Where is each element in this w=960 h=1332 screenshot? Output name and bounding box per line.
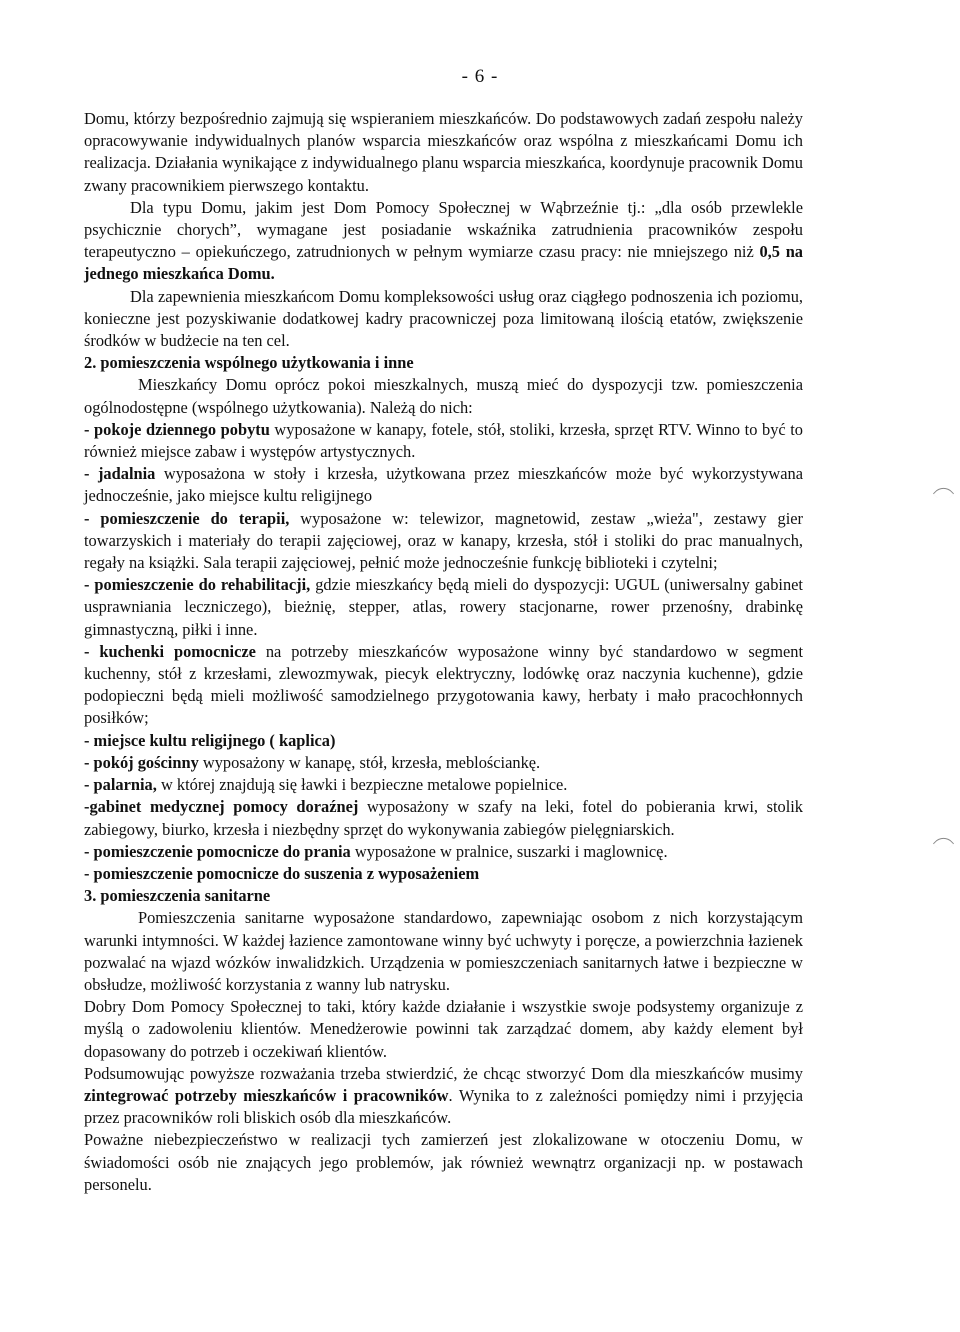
bold-text: - pomieszczenie do rehabilitacji, bbox=[84, 575, 311, 595]
bold-text: - kuchenki pomocnicze bbox=[84, 641, 256, 661]
bold-text: - palarnia, bbox=[84, 775, 157, 795]
text: Mieszkańcy Domu oprócz pokoi mieszkalnych, muszą mieć do dyspozycji tzw. pomieszczenia ogólnodostępne (wspólnego użytkowania). Należą do nich: bbox=[84, 375, 803, 417]
paragraph bbox=[84, 774, 803, 796]
scan-mark bbox=[933, 833, 954, 854]
text: Dla typu Domu, jakim jest Dom Pomocy Społecznej w Wąbrzeźnie tj.: „dla osób przewlekle psychicznie chorych”, wymagane jest posiadanie wskaźnika zatrudnienia pracowników zespołu terapeutyczno – opiekuńczego, zatrudnionych w pełnym wymiarze czasu pracy: nie mniejszego niż bbox=[84, 197, 803, 262]
scan-mark bbox=[933, 483, 954, 504]
paragraph bbox=[84, 752, 803, 774]
bold-text: -gabinet medycznej pomocy doraźnej bbox=[84, 797, 359, 817]
paragraph bbox=[84, 796, 803, 840]
paragraph bbox=[84, 286, 803, 353]
bold-text: 2. pomieszczenia wspólnego użytkowania i inne bbox=[84, 353, 414, 373]
text: wyposażony w kanapę, stół, krzesła, meblościankę. bbox=[198, 752, 541, 772]
bold-text: - jadalnia bbox=[84, 464, 156, 484]
bold-text: - pokój gościnny bbox=[84, 752, 199, 772]
text: wyposażone w kanapy, fotele, stół, stoliki, krzesła, sprzęt RTV. Winno to być to również miejsce zabaw i występów artystycznych. bbox=[84, 419, 803, 462]
text: w której znajdują się ławki i bezpieczne metalowe popielnice. bbox=[156, 775, 568, 795]
text: wyposażone w: telewizor, magnetowid, zestaw „wieża", zestawy gier towarzyskich i materiały do terapii zajęciowej, oraz w kanapy, krzesła, stół i stoliki do prac manualnych, regały na książki. Sala terapii zajęciowej, pełnić może jednocześnie funkcję biblioteki i czytelni; bbox=[84, 508, 803, 573]
bold-text: - pokoje dziennego pobytu bbox=[84, 419, 270, 439]
text: Domu, którzy bezpośrednio zajmują się wspieraniem mieszkańców. Do podstawowych zadań zespołu należy opracowywanie indywidualnych planów wsparcia mieszkańców oraz wspólna z mieszkańcami Domu ich realizacja. Działania wynikające z indywidualnego planu wsparcia mieszkańca, koordynuje pracownik Domu zwany pracownikiem pierwszego kontaktu. bbox=[84, 109, 803, 195]
text: Podsumowując powyższe rozważania trzeba stwierdzić, że chcąc stworzyć Dom dla mieszkańców musimy bbox=[84, 1063, 803, 1083]
paragraph bbox=[84, 996, 803, 1063]
bold-text: 0,5 na jednego mieszkańca Domu. bbox=[84, 242, 804, 284]
paragraph bbox=[84, 374, 803, 418]
bold-text: - pomieszczenie pomocnicze do suszenia z wyposażeniem bbox=[84, 863, 480, 883]
paragraph bbox=[84, 463, 803, 507]
bold-text: zintegrować potrzeby mieszkańców i pracowników bbox=[84, 1085, 449, 1105]
paragraph bbox=[84, 841, 803, 863]
paragraph bbox=[84, 108, 803, 197]
paragraph bbox=[84, 885, 803, 907]
paragraph bbox=[84, 641, 803, 730]
paragraph bbox=[84, 1063, 803, 1130]
text: na potrzeby mieszkańców wyposażone winny być standardowo w segment kuchenny, stół z krzesłami, zlewozmywak, piecyk elektryczny, lodówkę oraz naczynia kuchenne), gdzie podopieczni będą mieli możliwość samodzielnego przygotowania kawy, herbaty i mało pracochłonnych posiłków; bbox=[84, 641, 803, 728]
text: Pomieszczenia sanitarne wyposażone standardowo, zapewniając osobom z nich korzystającym warunki intymności. W każdej łazience zamontowane winny być uchwyty i poręcze, a powierzchnia łazienek pozwalać na wjazd wózków inwalidzkich. Urządzenia w pomieszczeniach sanitarnych łatwe i bezpieczne w obsłudze, możliwość korzystania z wanny lub natrysku. bbox=[84, 908, 803, 994]
document-body bbox=[84, 108, 803, 1196]
text: Dobry Dom Pomocy Społecznej to taki, który każde działanie i wszystkie swoje podsystemy organizuje z myślą o zadowoleniu klientów. Menedżerowie powinni tak zarządzać domem, aby każdy element był dopasowany do potrzeb i oczekiwań klientów. bbox=[84, 997, 803, 1061]
bold-text: 3. pomieszczenia sanitarne bbox=[84, 886, 271, 906]
text: Poważne niebezpieczeństwo w realizacji tych zamierzeń jest zlokalizowane w otoczeniu Domu, w świadomości osób nie znających jego problemów, jak również wewnątrz organizacji np. w postawach personelu. bbox=[84, 1130, 803, 1194]
bold-text: - pomieszczenie pomocnicze do prania bbox=[84, 841, 351, 861]
bold-text: - pomieszczenie do terapii, bbox=[84, 508, 290, 528]
text: wyposażony w szafy na leki, fotel do pobierania krwi, stolik zabiegowy, biurko, krzesła i niezbędny sprzęt do wykonywania zabiegów pielęgniarskich. bbox=[84, 797, 803, 839]
text: wyposażona w stoły i krzesła, użytkowana przez mieszkańców może być wykorzystywana jednocześnie, jako miejsce kultu religijnego bbox=[84, 464, 803, 506]
text: . Wynika to z zależności pomiędzy nimi i przyjęcia przez pracowników roli bliskich osób dla mieszkańców. bbox=[84, 1085, 803, 1128]
paragraph bbox=[84, 1129, 803, 1196]
text: wyposażone w pralnice, suszarki i maglownicę. bbox=[350, 841, 668, 861]
paragraph bbox=[84, 508, 803, 575]
paragraph bbox=[84, 197, 803, 286]
page-number: - 6 - bbox=[461, 66, 499, 87]
text: gdzie mieszkańcy będą mieli do dyspozycji: UGUL (uniwersalny gabinet usprawniania leczniczego), bieżnię, stepper, atlas, rowery stacjonarne, rower przenośny, drabinkę gimnastyczną, piłki i inne. bbox=[84, 575, 803, 639]
paragraph bbox=[84, 574, 803, 641]
bold-text: - miejsce kultu religijnego ( kaplica) bbox=[84, 730, 336, 750]
paragraph bbox=[84, 419, 803, 463]
text: Dla zapewnienia mieszkańcom Domu kompleksowości usług oraz ciągłego podnoszenia ich poziomu, konieczne jest pozyskiwanie dodatkowej kadry pracowniczej poza limitowaną ilością etatów, zwiększenie środków w budżecie na ten cel. bbox=[84, 286, 803, 351]
paragraph bbox=[84, 863, 803, 885]
paragraph bbox=[84, 730, 803, 752]
paragraph bbox=[84, 352, 803, 374]
paragraph bbox=[84, 907, 803, 996]
